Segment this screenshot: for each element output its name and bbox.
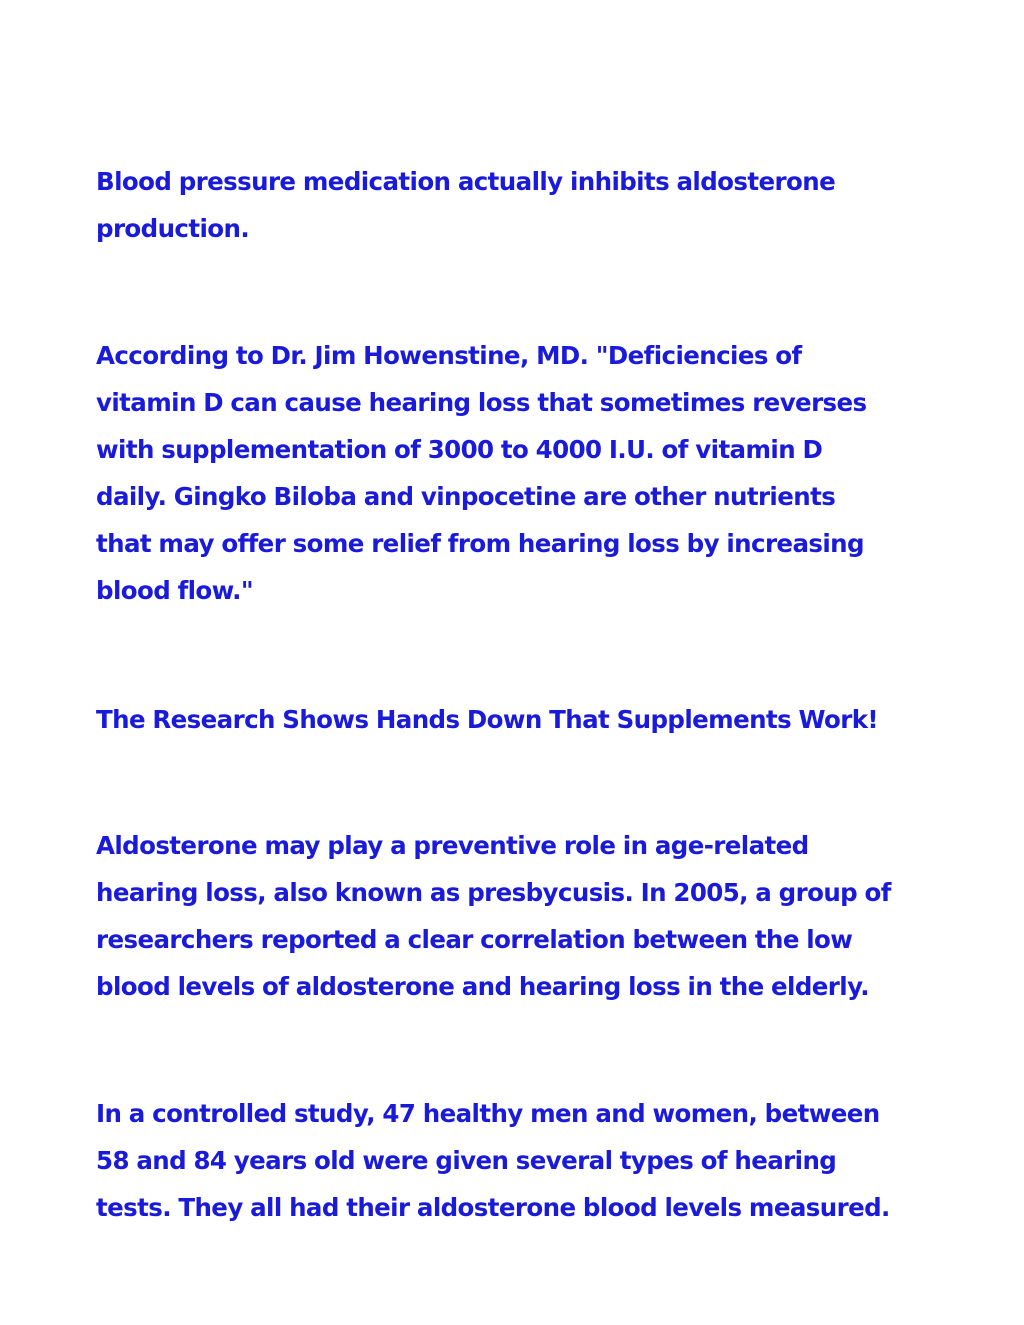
text-line: tests. They all had their aldosterone blood levels measured. [96,1193,890,1222]
text-line: production. [96,214,250,243]
text-line: blood flow." [96,576,253,605]
text-line: The Research Shows Hands Down That Supplements Work! [96,705,879,734]
text-line: that may offer some relief from hearing loss by increasing [96,529,864,558]
text-line: daily. Gingko Biloba and vinpocetine are other nutrients [96,482,836,511]
text-line: According to Dr. Jim Howenstine, MD. "Deficiencies of [96,341,802,370]
text-line: Aldosterone may play a preventive role in age-related [96,831,809,860]
text-line: 58 and 84 years old were given several types of hearing [96,1146,837,1175]
paragraph-controlled-study [96,1090,946,1231]
text-line: researchers reported a clear correlation between the low [96,925,853,954]
text-line: Blood pressure medication actually inhibits aldosterone [96,167,836,196]
text-line: with supplementation of 3000 to 4000 I.U. of vitamin D [96,435,823,464]
paragraph-howenstine-quote [96,332,946,614]
paragraph-research-heading [96,696,946,743]
text-line: hearing loss, also known as presbycusis. In 2005, a group of [96,878,891,907]
text-line: vitamin D can cause hearing loss that sometimes reverses [96,388,867,417]
paragraph-blood-pressure [96,158,946,252]
paragraph-aldosterone-presbycusis [96,822,946,1010]
text-line: blood levels of aldosterone and hearing loss in the elderly. [96,972,869,1001]
text-line: In a controlled study, 47 healthy men and women, between [96,1099,880,1128]
